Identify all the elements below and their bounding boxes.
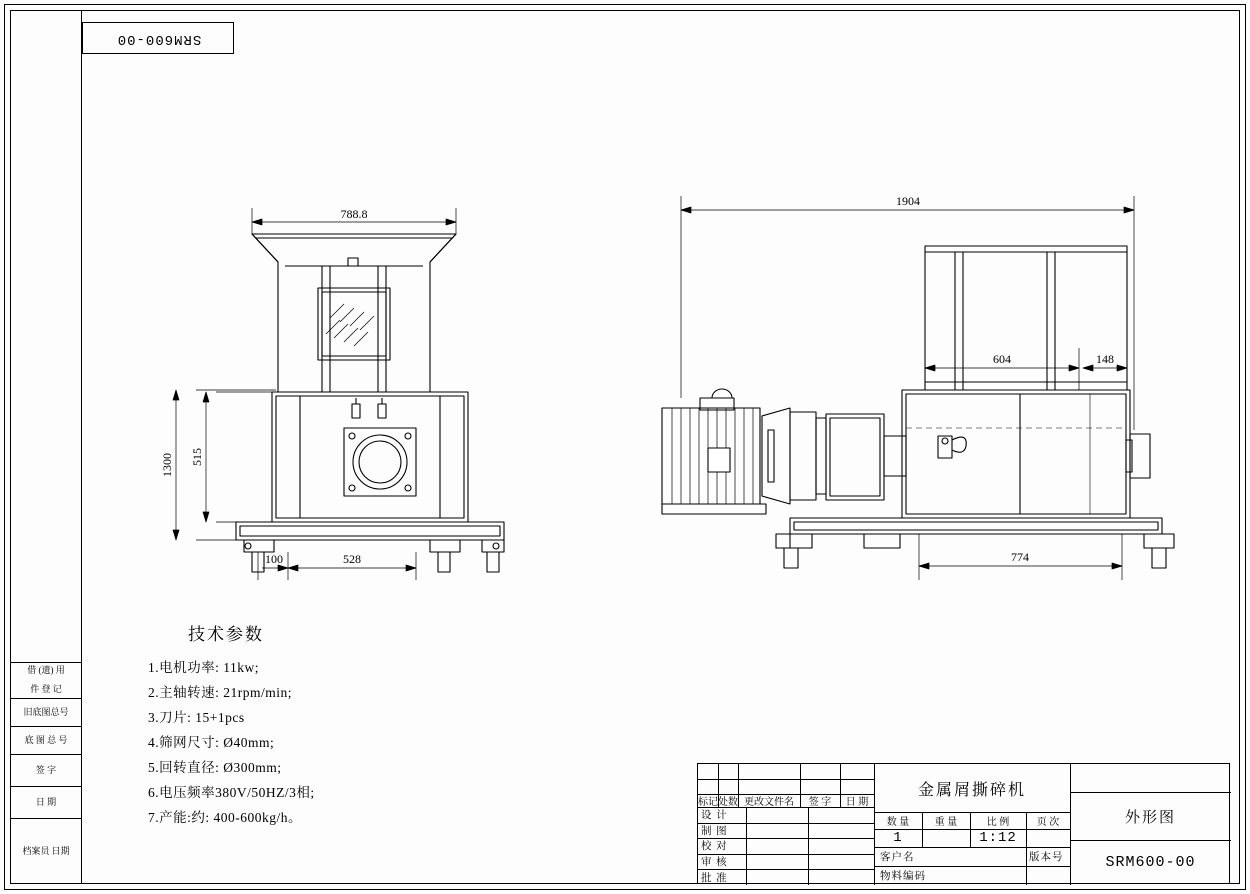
tb-rev-vl-3 (800, 764, 801, 807)
tech-param-item: 1.电机功率: 11kw; (148, 660, 259, 675)
dim-side-hopper-width: 604 (993, 352, 1011, 366)
side-view-base (776, 518, 1174, 568)
tech-param-item: 5.回转直径: Ø300mm; (148, 760, 282, 775)
side-view-motor (662, 389, 906, 514)
tb-qty-value-2: 1:12 (979, 830, 1017, 846)
dim-side-hopper-right: 148 (1096, 352, 1114, 366)
front-view-body (272, 392, 468, 522)
tech-param-item: 7.产能:约: 400-600kg/h。 (148, 810, 302, 825)
tech-params-list (140, 655, 470, 830)
tb-qty-header-1: 重 量 (934, 817, 958, 828)
tb-product-name: 金属屑撕碎机 (917, 781, 1026, 799)
dim-side-total-length: 1904 (896, 194, 920, 208)
tb-rev-vl-2 (738, 764, 739, 807)
tb-rev-header-2: 更改文件名 (744, 797, 794, 808)
base-drawing-no-label: 底 图 总 号 (24, 734, 68, 745)
tb-drawing-no: SRM600-00 (1105, 854, 1196, 871)
tb-rev-blank-line (698, 779, 874, 780)
borrow-register-line1: 借 (遗) 用 (27, 665, 65, 676)
tech-params-title: 技术参数 (188, 625, 264, 644)
tb-qty-header-2: 比 例 (986, 817, 1010, 828)
tb-role-0: 设 计 (701, 810, 728, 822)
tb-material-code-label: 物料编码 (880, 871, 926, 882)
dim-side-base-width: 774 (1011, 550, 1029, 564)
tb-rev-header-3: 签 字 (808, 797, 832, 808)
tb-qty-value-3 (1026, 829, 1070, 847)
tb-qty-vl-2 (970, 812, 971, 847)
date-label: 日 期 (35, 796, 57, 807)
dim-front-top-width: 788.8 (340, 207, 368, 221)
dim-front-body-height: 515 (190, 448, 204, 466)
tb-drawing-type: 外形图 (1124, 809, 1176, 826)
tb-qty-header-3: 页 次 (1036, 817, 1060, 828)
tb-role-3: 审 核 (701, 857, 728, 869)
side-view-body (902, 390, 1150, 518)
signature-label: 签 字 (35, 764, 57, 775)
archivist-date-label: 档案员 日期 (22, 845, 70, 856)
tb-customer-label: 客户名 (880, 852, 915, 863)
tech-param-item: 6.电压频率380V/50HZ/3相; (148, 785, 315, 800)
tb-rev-header-1: 处数 (718, 797, 738, 808)
tb-qty-header-0: 数 量 (886, 817, 910, 828)
dim-front-total-height: 1300 (160, 453, 174, 477)
side-view-hopper (925, 246, 1127, 390)
tech-param-item: 2.主轴转速: 21rpm/min; (148, 685, 292, 700)
dim-front-base-width: 528 (343, 552, 361, 566)
old-drawing-no-label: 旧底图总号 (23, 706, 69, 717)
tb-version-label: 版本号 (1029, 852, 1064, 863)
tb-rev-vl-4 (840, 764, 841, 807)
tb-qty-value-1 (922, 829, 970, 847)
tb-rev-vl-1 (718, 764, 719, 807)
dim-front-base-left: 100 (265, 552, 283, 566)
title-block (697, 763, 1230, 884)
tb-role-vl-2 (808, 807, 809, 885)
tb-qty-vl-1 (922, 812, 923, 847)
tech-param-item: 3.刀片: 15+1pcs (148, 710, 245, 725)
tb-role-1: 制 图 (701, 825, 728, 837)
tech-params-block (140, 620, 470, 830)
front-view-dimensions (173, 208, 456, 580)
borrow-register-line2: 件 登 记 (30, 684, 62, 695)
tech-param-item: 4.筛网尺寸: Ø40mm; (148, 735, 275, 750)
tb-role-4: 批 准 (701, 872, 728, 884)
tb-rev-header-4: 日 期 (845, 797, 869, 808)
front-view-hopper (252, 234, 456, 392)
tb-role-vl-1 (746, 807, 747, 885)
tb-qty-value-0: 1 (893, 830, 903, 846)
tb-role-2: 校 对 (701, 841, 728, 853)
drawing-code-top: SRM600-00 (116, 31, 202, 47)
tb-rev-header-0: 标记 (698, 797, 718, 808)
